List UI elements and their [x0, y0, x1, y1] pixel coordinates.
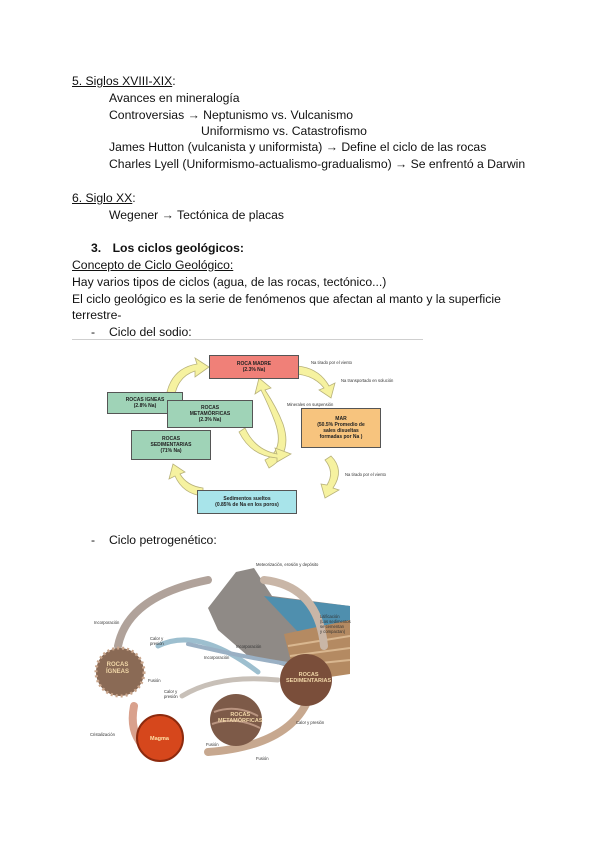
- igneas-line1: ROCAS IGNEAS: [125, 397, 165, 403]
- roca-madre-line2: (2.3% Na): [242, 367, 266, 373]
- bullet-1: -: [91, 325, 96, 339]
- metamorficas-line2: METAMÓRFICAS: [189, 411, 231, 417]
- box-rocas-sedimentarias: [131, 430, 211, 460]
- label-rocas-igneas: [106, 662, 129, 676]
- petro-incorporacion-3: Incorporación: [204, 655, 230, 660]
- petro-litificacion: [320, 614, 351, 634]
- concept-heading: Concepto de Ciclo Geológico:: [72, 258, 234, 272]
- arrow-mar-to-sedimentos: [321, 456, 339, 498]
- paragraph-2b: terrestre-: [72, 308, 122, 322]
- igneas-line2: (2.8% Na): [133, 403, 157, 409]
- calor1-2: presión: [150, 641, 164, 646]
- annotation-1: Na tirado por el viento: [311, 360, 352, 365]
- calor2-2: presión: [164, 694, 178, 699]
- sedimentos-line2: (0.85% de Na en los poros): [215, 502, 279, 508]
- section5-heading-line: [72, 74, 176, 88]
- section6-heading-line: [72, 191, 136, 205]
- sodium-cycle-diagram: [105, 350, 423, 522]
- litificacion-3: se cementan: [320, 624, 344, 629]
- petro-calor-2: [164, 689, 178, 699]
- sed-label-1: ROCAS: [298, 672, 319, 678]
- calor2-1: Calor y: [164, 689, 178, 694]
- litificacion-2: (Los sedimentos: [320, 619, 351, 624]
- mar-line1: MAR: [335, 416, 347, 422]
- sedimentarias-line3: (71% Na): [160, 448, 182, 454]
- item-sodium-cycle: Ciclo del sodio:: [109, 325, 192, 339]
- label-magma: Magma: [150, 736, 169, 742]
- metamorficas-line3: (2.3% Na): [198, 417, 222, 423]
- annotation-4: Na tirado por el viento: [345, 472, 386, 477]
- arrow-igneas-to-madre: [167, 358, 209, 394]
- box-sedimentos-sueltos: [197, 490, 297, 514]
- igneas-label-1: ROCAS: [106, 662, 129, 668]
- petro-fusion-2: Fusión: [206, 742, 219, 747]
- meta-label-2: METAMÓRFICAS: [218, 718, 263, 724]
- petro-art: [88, 556, 350, 764]
- item-petrogenetic-cycle: Ciclo petrogenético:: [109, 533, 217, 547]
- label-rocas-sedimentarias: [286, 672, 331, 684]
- section3-title: Los ciclos geológicos:: [112, 241, 244, 255]
- bullet-2: -: [91, 533, 96, 547]
- petro-annotation-top: Meteorización, erosión y depósito: [256, 562, 319, 567]
- section5-line-2: Controversias → Neptunismo vs. Vulcanismo: [109, 108, 354, 122]
- petro-calor-1: [150, 636, 164, 646]
- section5-line-3: Uniformismo vs. Catastrofismo: [201, 124, 367, 138]
- litificacion-1: Litificación: [320, 614, 340, 619]
- litificacion-4: y compactan): [320, 629, 346, 634]
- section3-number: 3.: [91, 241, 102, 255]
- mar-line4: formadas por Na ): [319, 434, 363, 440]
- petro-incorporacion-2: Incorporación: [236, 644, 262, 649]
- paragraph-1: Hay varios tipos de ciclos (agua, de las rocas, tectónico...): [72, 275, 387, 289]
- box-rocas-metamorficas: [167, 400, 253, 428]
- section5-line-1: Avances en mineralogía: [109, 91, 240, 105]
- section6-colon: :: [132, 191, 136, 205]
- petrogenetic-diagram: [88, 556, 350, 764]
- sedimentarias-line1: ROCAS: [161, 436, 181, 442]
- section5-line-5: Charles Lyell (Uniformismo-actualismo-gradualismo) → Se enfrentó a Darwin: [109, 157, 526, 171]
- section5-heading: 5. Siglos XVIII-XIX: [72, 74, 173, 88]
- metamorficas-line1: ROCAS: [200, 405, 220, 411]
- section5-line-4: James Hutton (vulcanista y uniformista) → Define el ciclo de las rocas: [109, 140, 487, 154]
- petro-fusion-3: Fusión: [256, 756, 269, 761]
- label-rocas-metamorficas: [218, 712, 263, 724]
- arrow-madre-to-mar: [297, 366, 335, 398]
- sed-label-2: SEDIMENTARIAS: [286, 678, 332, 684]
- petro-fusion-1: Fusión: [148, 678, 161, 683]
- figure-rule: [72, 339, 423, 340]
- box-roca-madre: [209, 355, 299, 379]
- section6-heading: 6. Siglo XX: [72, 191, 133, 205]
- petro-cristalizacion: Cristalización: [90, 732, 115, 737]
- calor1-1: Calor y: [150, 636, 164, 641]
- sedimentos-line1: Sedimentos sueltos: [223, 496, 271, 502]
- mar-line2: (50.5% Promedio de: [317, 422, 365, 428]
- annotation-2: Na transportado en solución: [341, 378, 394, 383]
- petro-incorporacion-1: Incorporación: [94, 620, 120, 625]
- petro-calor-3: Calor y presión: [296, 720, 325, 725]
- sedimentarias-line2: SEDIMENTARIAS: [150, 442, 192, 448]
- meta-label-1: ROCAS: [230, 712, 251, 718]
- igneas-label-2: ÍGNEAS: [106, 669, 130, 675]
- arrow-inner: [182, 679, 278, 696]
- annotation-3: Minerales en suspensión: [287, 402, 334, 407]
- section5-colon: :: [172, 74, 176, 88]
- roca-madre-line1: ROCA MADRE: [236, 361, 272, 367]
- box-mar: [301, 408, 381, 448]
- section6-line: Wegener → Tectónica de placas: [109, 208, 285, 222]
- mar-line3: sales disueltas: [323, 428, 359, 434]
- paragraph-2a: El ciclo geológico es la serie de fenómenos que afectan al manto y la superficie: [72, 292, 501, 306]
- section3-title-line: [91, 241, 244, 255]
